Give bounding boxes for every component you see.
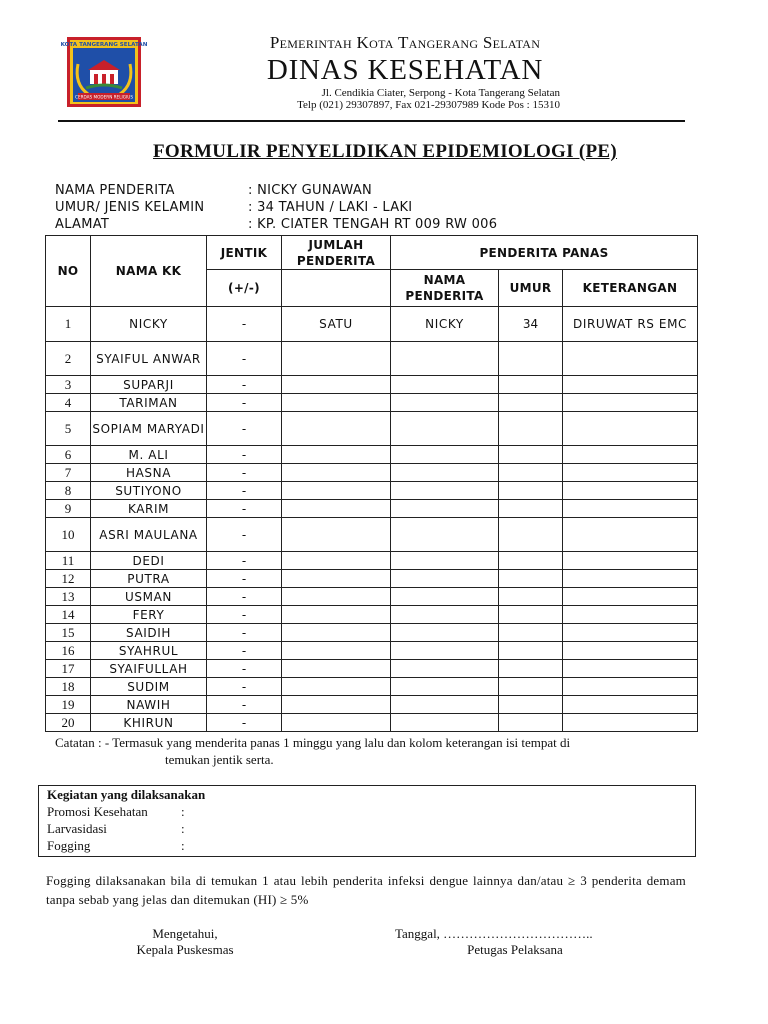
jumlah-cell bbox=[282, 714, 391, 732]
keterangan-cell bbox=[563, 500, 698, 518]
jentik-cell: - bbox=[207, 624, 282, 642]
jentik-cell: - bbox=[207, 714, 282, 732]
table-row bbox=[46, 714, 698, 732]
penderita-cell bbox=[391, 342, 499, 376]
keterangan-cell bbox=[563, 412, 698, 446]
no-cell: 14 bbox=[46, 606, 91, 624]
umur-cell bbox=[499, 606, 563, 624]
jumlah-cell bbox=[282, 518, 391, 552]
jentik-cell: - bbox=[207, 552, 282, 570]
nama-kk-cell: SYAHRUL bbox=[91, 642, 207, 660]
umur-cell bbox=[499, 394, 563, 412]
keterangan-cell bbox=[563, 464, 698, 482]
government-name: Pemerintah Kota Tangerang Selatan bbox=[269, 33, 541, 52]
table-row bbox=[46, 500, 698, 518]
jumlah-cell bbox=[282, 624, 391, 642]
table-row bbox=[46, 642, 698, 660]
patient-name-value: : NICKY GUNAWAN bbox=[248, 183, 373, 198]
no-cell: 1 bbox=[46, 307, 91, 342]
no-cell: 11 bbox=[46, 552, 91, 570]
no-cell: 3 bbox=[46, 376, 91, 394]
no-cell: 12 bbox=[46, 570, 91, 588]
penderita-cell bbox=[391, 714, 499, 732]
nama-kk-cell: USMAN bbox=[91, 588, 207, 606]
no-cell: 17 bbox=[46, 660, 91, 678]
sign-left-line-2: Kepala Puskesmas bbox=[136, 942, 234, 957]
no-cell: 16 bbox=[46, 642, 91, 660]
jumlah-cell bbox=[282, 464, 391, 482]
agency-address: Jl. Cendikia Ciater, Serpong - Kota Tangerang Selatan bbox=[321, 87, 560, 99]
nama-kk-cell: HASNA bbox=[91, 464, 207, 482]
penderita-cell bbox=[391, 376, 499, 394]
penderita-cell bbox=[391, 482, 499, 500]
penderita-cell bbox=[391, 696, 499, 714]
nama-kk-cell: KHIRUN bbox=[91, 714, 207, 732]
activity-promosi-label: Promosi Kesehatan bbox=[47, 804, 148, 819]
keterangan-cell bbox=[563, 446, 698, 464]
umur-cell bbox=[499, 500, 563, 518]
form-title: FORMULIR PENYELIDIKAN EPIDEMIOLOGI (PE) bbox=[152, 141, 618, 162]
header-umur: UMUR bbox=[499, 270, 563, 307]
no-cell: 8 bbox=[46, 482, 91, 500]
header-divider bbox=[58, 120, 685, 122]
keterangan-cell bbox=[563, 342, 698, 376]
table-row bbox=[46, 678, 698, 696]
patient-age-value: : 34 TAHUN / LAKI - LAKI bbox=[248, 200, 413, 215]
jumlah-cell bbox=[282, 678, 391, 696]
table-row bbox=[46, 588, 698, 606]
nama-kk-cell: NICKY bbox=[91, 307, 207, 342]
table-note bbox=[55, 734, 705, 768]
jumlah-cell bbox=[282, 642, 391, 660]
penderita-cell: NICKY bbox=[391, 307, 499, 342]
nama-kk-cell: KARIM bbox=[91, 500, 207, 518]
penderita-cell bbox=[391, 678, 499, 696]
keterangan-cell bbox=[563, 660, 698, 678]
activity-promosi-colon: : bbox=[181, 804, 185, 819]
activity-larvasidasi bbox=[47, 821, 185, 837]
header-jentik-sub: (+/-) bbox=[207, 270, 282, 307]
activity-larvasidasi-label: Larvasidasi bbox=[47, 821, 107, 836]
nama-kk-cell: FERY bbox=[91, 606, 207, 624]
no-cell: 9 bbox=[46, 500, 91, 518]
umur-cell bbox=[499, 482, 563, 500]
patient-address-label: ALAMAT bbox=[55, 217, 110, 232]
jentik-cell: - bbox=[207, 307, 282, 342]
household-table bbox=[45, 235, 698, 732]
jumlah-cell: SATU bbox=[282, 307, 391, 342]
header-nama-penderita: NAMA PENDERITA bbox=[391, 270, 499, 307]
umur-cell bbox=[499, 642, 563, 660]
jumlah-cell bbox=[282, 394, 391, 412]
table-row bbox=[46, 624, 698, 642]
umur-cell bbox=[499, 624, 563, 642]
header-keterangan: KETERANGAN bbox=[563, 270, 698, 307]
header-jumlah-penderita: JUMLAH PENDERITA bbox=[282, 236, 391, 270]
nama-kk-cell: SYAIFUL ANWAR bbox=[91, 342, 207, 376]
jentik-cell: - bbox=[207, 678, 282, 696]
nama-kk-cell: SYAIFULLAH bbox=[91, 660, 207, 678]
city-emblem-logo bbox=[60, 36, 148, 108]
patient-age-label: UMUR/ JENIS KELAMIN bbox=[55, 200, 205, 215]
penderita-cell bbox=[391, 518, 499, 552]
no-cell: 19 bbox=[46, 696, 91, 714]
jentik-cell: - bbox=[207, 412, 282, 446]
header-nama-kk: NAMA KK bbox=[91, 236, 207, 307]
sign-left-line-1: Mengetahui, bbox=[152, 926, 218, 941]
penderita-cell bbox=[391, 394, 499, 412]
keterangan-cell: DIRUWAT RS EMC bbox=[563, 307, 698, 342]
penderita-cell bbox=[391, 660, 499, 678]
jumlah-cell bbox=[282, 500, 391, 518]
jumlah-cell bbox=[282, 606, 391, 624]
no-cell: 5 bbox=[46, 412, 91, 446]
no-cell: 20 bbox=[46, 714, 91, 732]
penderita-cell bbox=[391, 588, 499, 606]
keterangan-cell bbox=[563, 518, 698, 552]
jentik-cell: - bbox=[207, 660, 282, 678]
jentik-cell: - bbox=[207, 342, 282, 376]
jumlah-cell bbox=[282, 446, 391, 464]
table-row bbox=[46, 376, 698, 394]
umur-cell bbox=[499, 570, 563, 588]
table-row bbox=[46, 570, 698, 588]
umur-cell bbox=[499, 376, 563, 394]
jentik-cell: - bbox=[207, 482, 282, 500]
table-row bbox=[46, 464, 698, 482]
table-row bbox=[46, 394, 698, 412]
activity-promosi bbox=[47, 804, 185, 820]
umur-cell bbox=[499, 518, 563, 552]
keterangan-cell bbox=[563, 394, 698, 412]
keterangan-cell bbox=[563, 678, 698, 696]
jentik-cell: - bbox=[207, 464, 282, 482]
jentik-cell: - bbox=[207, 446, 282, 464]
table-row bbox=[46, 412, 698, 446]
table-row bbox=[46, 518, 698, 552]
nama-kk-cell: ASRI MAULANA bbox=[91, 518, 207, 552]
note-line-1: Catatan : - Termasuk yang menderita panas 1 minggu yang lalu dan kolom keterangan isi tempat di bbox=[55, 735, 571, 750]
nama-kk-cell: NAWIH bbox=[91, 696, 207, 714]
penderita-cell bbox=[391, 624, 499, 642]
jentik-cell: - bbox=[207, 606, 282, 624]
keterangan-cell bbox=[563, 376, 698, 394]
jumlah-cell bbox=[282, 588, 391, 606]
nama-kk-cell: SOPIAM MARYADI bbox=[91, 412, 207, 446]
umur-cell bbox=[499, 342, 563, 376]
penderita-cell bbox=[391, 412, 499, 446]
jentik-cell: - bbox=[207, 642, 282, 660]
umur-cell bbox=[499, 678, 563, 696]
header-jumlah-blank bbox=[282, 270, 391, 307]
no-cell: 10 bbox=[46, 518, 91, 552]
keterangan-cell bbox=[563, 606, 698, 624]
table-row bbox=[46, 307, 698, 342]
keterangan-cell bbox=[563, 588, 698, 606]
table-row bbox=[46, 342, 698, 376]
umur-cell bbox=[499, 412, 563, 446]
keterangan-cell bbox=[563, 624, 698, 642]
keterangan-cell bbox=[563, 714, 698, 732]
keterangan-cell bbox=[563, 570, 698, 588]
logo-text: KOTA TANGERANG SELATAN bbox=[60, 42, 148, 48]
keterangan-cell bbox=[563, 552, 698, 570]
penderita-cell bbox=[391, 552, 499, 570]
umur-cell bbox=[499, 588, 563, 606]
table-row bbox=[46, 446, 698, 464]
header-penderita-panas: PENDERITA PANAS bbox=[391, 236, 698, 270]
no-cell: 7 bbox=[46, 464, 91, 482]
activities-box bbox=[38, 785, 696, 857]
jentik-cell: - bbox=[207, 570, 282, 588]
umur-cell bbox=[499, 660, 563, 678]
penderita-cell bbox=[391, 570, 499, 588]
umur-cell bbox=[499, 446, 563, 464]
keterangan-cell bbox=[563, 482, 698, 500]
logo-motto: CERDAS MODERN RELIGIUS bbox=[75, 94, 133, 100]
nama-kk-cell: TARIMAN bbox=[91, 394, 207, 412]
jentik-cell: - bbox=[207, 588, 282, 606]
jentik-cell: - bbox=[207, 500, 282, 518]
umur-cell: 34 bbox=[499, 307, 563, 342]
penderita-cell bbox=[391, 500, 499, 518]
jumlah-cell bbox=[282, 552, 391, 570]
table-row bbox=[46, 606, 698, 624]
note-line-2: temukan jentik serta. bbox=[165, 752, 274, 767]
patient-address-value: : KP. CIATER TENGAH RT 009 RW 006 bbox=[248, 217, 498, 232]
jentik-cell: - bbox=[207, 376, 282, 394]
table-row bbox=[46, 552, 698, 570]
umur-cell bbox=[499, 696, 563, 714]
nama-kk-cell: SAIDIH bbox=[91, 624, 207, 642]
no-cell: 6 bbox=[46, 446, 91, 464]
sign-right-line-2: Petugas Pelaksana bbox=[467, 942, 563, 957]
penderita-cell bbox=[391, 464, 499, 482]
agency-name: DINAS KESEHATAN bbox=[266, 54, 544, 86]
no-cell: 2 bbox=[46, 342, 91, 376]
penderita-cell bbox=[391, 642, 499, 660]
umur-cell bbox=[499, 464, 563, 482]
no-cell: 18 bbox=[46, 678, 91, 696]
activity-fogging bbox=[47, 838, 185, 854]
table-row bbox=[46, 482, 698, 500]
no-cell: 15 bbox=[46, 624, 91, 642]
sign-right-date: Tanggal, …………………………….. bbox=[395, 926, 593, 941]
nama-kk-cell: SUDIM bbox=[91, 678, 207, 696]
jentik-cell: - bbox=[207, 394, 282, 412]
nama-kk-cell: SUPARJI bbox=[91, 376, 207, 394]
jumlah-cell bbox=[282, 376, 391, 394]
table-row bbox=[46, 696, 698, 714]
jentik-cell: - bbox=[207, 696, 282, 714]
header-jentik: JENTIK bbox=[207, 236, 282, 270]
jumlah-cell bbox=[282, 570, 391, 588]
umur-cell bbox=[499, 714, 563, 732]
fogging-criteria: Fogging dilaksanakan bila di temukan 1 atau lebih penderita infeksi dengue lainnya dan/atau ≥ 3 penderita demam tanpa sebab yang jelas dan ditemukan (HI) ≥ 5% bbox=[46, 873, 686, 907]
penderita-cell bbox=[391, 446, 499, 464]
umur-cell bbox=[499, 552, 563, 570]
agency-contact: Telp (021) 29307897, Fax 021-29307989 Kode Pos : 15310 bbox=[297, 99, 560, 111]
no-cell: 4 bbox=[46, 394, 91, 412]
activity-larvasidasi-colon: : bbox=[181, 821, 185, 836]
nama-kk-cell: M. ALI bbox=[91, 446, 207, 464]
keterangan-cell bbox=[563, 642, 698, 660]
penderita-cell bbox=[391, 606, 499, 624]
nama-kk-cell: DEDI bbox=[91, 552, 207, 570]
nama-kk-cell: SUTIYONO bbox=[91, 482, 207, 500]
jumlah-cell bbox=[282, 342, 391, 376]
table-row bbox=[46, 660, 698, 678]
nama-kk-cell: PUTRA bbox=[91, 570, 207, 588]
jumlah-cell bbox=[282, 660, 391, 678]
header-no: NO bbox=[46, 236, 91, 307]
no-cell: 13 bbox=[46, 588, 91, 606]
activity-fogging-label: Fogging bbox=[47, 838, 91, 853]
activities-title: Kegiatan yang dilaksanakan bbox=[47, 787, 206, 802]
jentik-cell: - bbox=[207, 518, 282, 552]
jumlah-cell bbox=[282, 412, 391, 446]
keterangan-cell bbox=[563, 696, 698, 714]
patient-name-label: NAMA PENDERITA bbox=[55, 183, 175, 198]
jumlah-cell bbox=[282, 696, 391, 714]
jumlah-cell bbox=[282, 482, 391, 500]
activity-fogging-colon: : bbox=[181, 838, 185, 853]
